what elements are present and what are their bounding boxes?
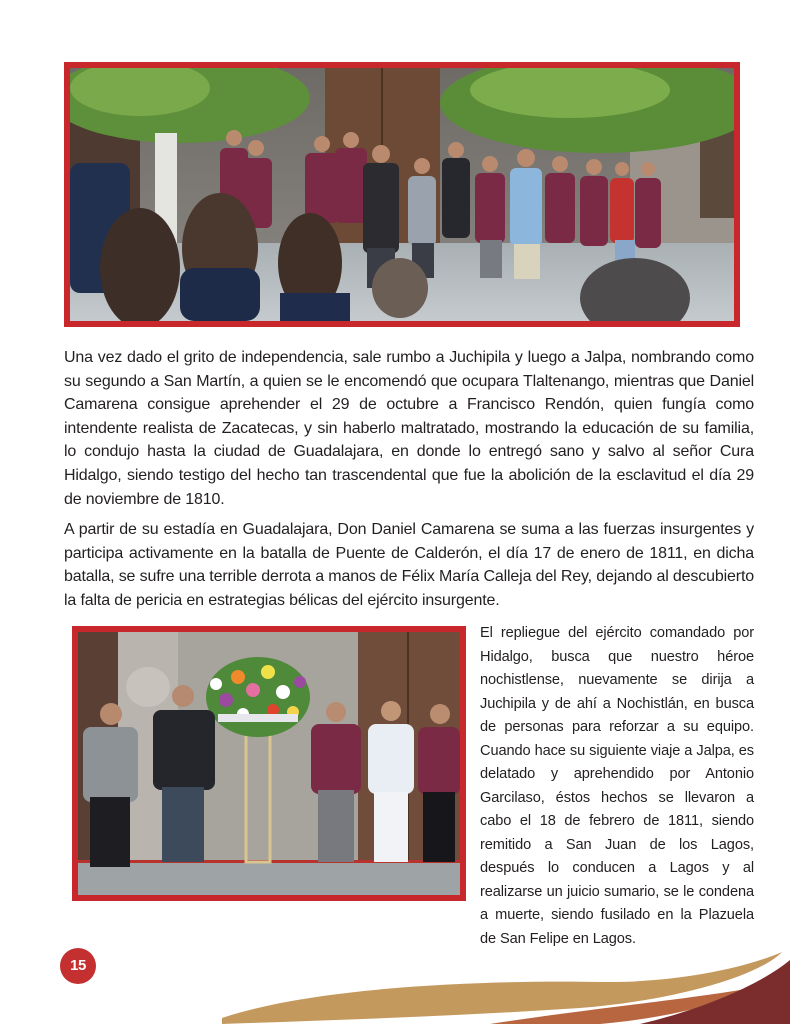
- top-event-photo: [64, 62, 740, 327]
- floor: [78, 862, 460, 895]
- window-grille: [700, 128, 734, 218]
- paragraph-repliegue-ejercito: El repliegue del ejército comandado por Hidalgo, busca que nuestro héroe nochistlense, nuevamente se dirija a Juchipila y de ahí a Nochistlán, en busca de personas para reforzar a su equipo. Cuando hace su siguiente viaje a Jalpa, es delatado y aprehendido por Antonio Garcilaso, éstos hechos se llevaron a cabo el 18 de febrero de 1811, siendo remitido a San Juan de los Lagos, después lo conducen a Lagos y al realizarse un juicio sumario, se le condena a muerte, siendo fusilado en la Plazuela de San Felipe en Lagos.: [480, 625, 754, 947]
- speaker: [363, 163, 399, 253]
- event-photo-illustration: [70, 68, 734, 321]
- footer-swoosh-decoration: [200, 930, 790, 1024]
- paragraph-puente-calderon: A partir de su estadía en Guadalajara, Don Daniel Camarena se suma a las fuerzas insurgentes y participa activamente en la batalla de Puente de Calderón, el día 17 de enero de 1811, en dicha batalla, se sufre una terrible derrota a manos de Félix María Calleja del Rey, dejando al descubierto la falta de pericia en estrategias bélicas del ejército insurgente.: [64, 521, 754, 609]
- paragraph-grito-independencia: Una vez dado el grito de independencia, sale rumbo a Juchipila y luego a Jalpa, nombrando como su segundo a San Martín, a quien se le encomendó que ocupara Tlaltenango, mientras que Daniel Camarena consigue aprehender el 29 de octubre a Francisco Rendón, quien fungía como intendente realista de Zacatecas, y sin haberlo maltratado, mostrando la educación de su familia, lo condujo hasta la ciudad de Guadalajara, en donde lo entregó sano y salvo al señor Cura Hidalgo, siendo testigo del hecho tan trascendental que fue la abolición de la esclavitud el día 29 de noviembre de 1810.: [64, 349, 754, 508]
- wreath-ribbon: [218, 714, 298, 722]
- page-number-badge: 15: [60, 948, 96, 984]
- wreath-photo-illustration: [78, 632, 460, 895]
- bottom-wreath-photo: [72, 626, 466, 901]
